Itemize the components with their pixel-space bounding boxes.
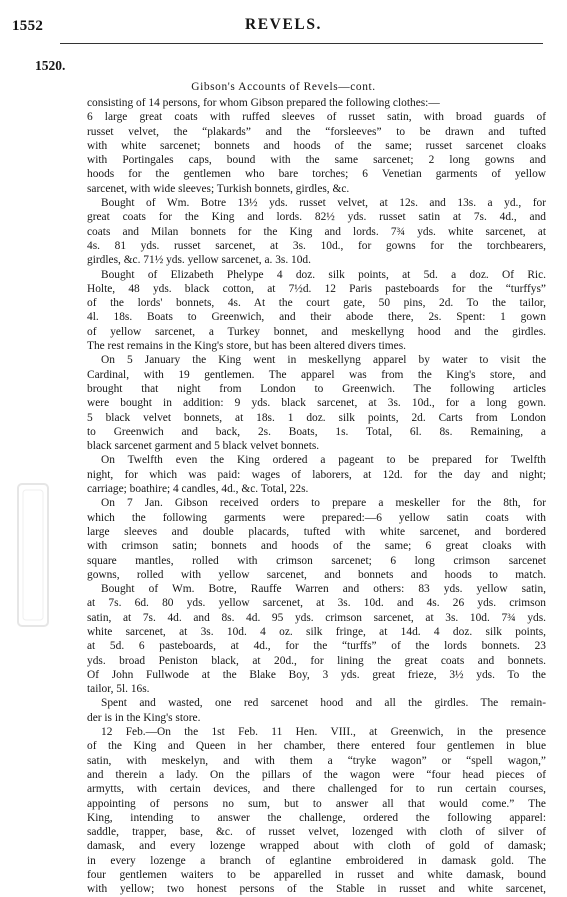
text-line: satin, with meskelyn, and with them a “tryke wagon” or “spell wagon,” (87, 754, 546, 767)
text-line: Bought of Wm. Botre 13½ yds. russet velvet, at 12s. and 13s. a yd., for (101, 197, 546, 210)
text-line: satin, at 7s. 4d. and 8s. 4d. 95 yds. crimson sarcenet, at 3s. 10d. 7¾ yds. (87, 611, 546, 624)
text-line: with crimson satin; bonnets and hoods of the same; 6 great cloaks with (87, 540, 546, 553)
body-text (87, 96, 546, 897)
text-line: four gentlemen waiters to be apparelled in russet and white damask, bound (87, 869, 546, 882)
text-line: On Twelfth even the King ordered a pageant to be prepared for Twelfth (101, 454, 546, 467)
page-number: 1552 (12, 18, 44, 34)
text-line: to Greenwich and back, 2s. Boats, 1s. Total, 6l. 8s. Remaining, a (87, 425, 546, 438)
text-line: black sarcenet garment and 5 black velvet bonnets. (87, 440, 320, 453)
year-margin-note: 1520. (35, 58, 66, 73)
text-line: 12 Feb.—On the 1st Feb. 11 Hen. VIII., at Greenwich, in the presence (101, 726, 546, 739)
text-line: 4l. 18s. Boats to Greenwich, and their abode there, 2s. Spent: 1 gown (87, 311, 546, 324)
text-line: girdles, &c. 71½ yds. yellow sarcenet, a. 3s. 10d. (87, 254, 311, 267)
text-line: Cardinal, with 19 gentlemen. The apparel was from the King's store, and (87, 368, 546, 381)
text-line: The rest remains in the King's store, but has been altered divers times. (87, 340, 407, 353)
text-line: carriage; boathire; 4 candles, 4d., &c. Total, 22s. (87, 483, 309, 496)
text-line: with white sarcenet; bonnets and hoods of the same; russet sarcenet cloaks (87, 139, 546, 152)
text-line: 4s. 81 yds. russet sarcenet, at 3s. 10d., for gowns for the torchbearers, (87, 239, 546, 252)
text-line: Bought of Wm. Botre, Rauffe Warren and others: 83 yds. yellow satin, (101, 583, 546, 596)
text-line: der is in the King's store. (87, 711, 201, 724)
section-subheading: Gibson's Accounts of Revels—cont. (191, 81, 376, 93)
library-stamp-watermark (8, 480, 58, 630)
text-line: Of John Fullwode at the Blake Boy, 3 yds. great frieze, 3½ yds. To the (87, 668, 546, 681)
text-line: of the King and Queen in her chamber, there entered four gentlemen in blue (87, 740, 546, 753)
running-head: REVELS. (244, 16, 323, 33)
text-line: tailor, 5l. 16s. (87, 683, 150, 696)
text-line: On 7 Jan. Gibson received orders to prepare a meskeller for the 8th, for (101, 497, 546, 510)
text-line: Holte, 48 yds. black cotton, at 7½d. 12 Paris pasteboards for the “turffys” (87, 282, 546, 295)
text-line: and therein a lady. On the pillars of the wagon were “four head pieces of (87, 768, 546, 781)
text-line: Bought of Elizabeth Phelype 4 doz. silk points, at 5d. a doz. Of Ric. (101, 268, 546, 281)
text-line: which the following garments were prepared:—6 yellow satin coats with (87, 511, 546, 524)
text-line: 6 large great coats with ruffed sleeves of russet satin, with broad guards of (87, 111, 546, 124)
text-line: saddle, trapper, base, &c. of russet velvet, lozenged with cloth of silver of (87, 826, 546, 839)
text-line: Spent and wasted, one red sarcenet hood and all the girdles. The remain- (101, 697, 546, 710)
text-line: white sarcenet, at 3s. 10d. 4 oz. silk fringe, at 14d. 4 doz. silk points, (87, 625, 546, 638)
text-line: hoods for the gentlemen who bare torches; 6 Venetian garments of yellow (87, 168, 546, 181)
text-line: at 5d. 6 pasteboards, at 4d., for the “turffs” of the lords bonnets. 23 (87, 640, 546, 653)
text-line: with Portingales caps, bound with the same sarcenet; 2 long gowns and (87, 154, 546, 167)
text-line: night, for which was paid: wages of laborers, at 12d. for the day and night; (87, 468, 546, 481)
text-line: with yellow; two honest persons of the Stable in russet and white sarcenet, (87, 883, 546, 896)
header-rule (60, 43, 543, 44)
text-line: consisting of 14 persons, for whom Gibson prepared the following clothes:— (87, 97, 440, 109)
text-line: 5 black velvet bonnets, at 18s. 1 doz. silk points, 2d. Carts from London (87, 411, 546, 424)
text-line: brought that night from London to Greenwich. The following articles (87, 382, 546, 395)
text-line: King, intending to answer the challenge, ordered the following apparel: (87, 811, 546, 824)
text-line: armytts, with certain devices, and there challenged for to run certain courses, (87, 783, 546, 796)
text-line: large sleeves and double placards, tufted with white sarcenet, and bordered (87, 525, 546, 538)
text-line: coats and Milan bonnets for the King and lords. 7¾ yds. white sarcenet, at (87, 225, 546, 238)
text-line: of the lords' bonnets, 4s. At the court gate, 50 pins, 2d. To the tailor, (87, 297, 546, 310)
text-line: of yellow sarcenet, a Turkey bonnet, and meskellyng hood and the girdles. (87, 325, 546, 338)
text-line: great coats for the King and lords. 82½ yds. russet satin at 7s. 4d., and (87, 211, 546, 224)
text-line: sarcenet, with wide sleeves; Turkish bonnets, girdles, &c. (87, 182, 350, 195)
text-line: On 5 January the King went in meskellyng apparel by water to visit the (101, 354, 546, 367)
text-line: russet velvet, the “plakards” and the “forsleeves” to be drawn and tufted (87, 125, 546, 138)
text-line: in every lozenge a branch of eglantine embroidered in damask gold. The (87, 854, 546, 867)
text-line: at 7s. 6d. 80 yds. yellow sarcenet, at 3s. 10d. and 4s. 26 yds. crimson (87, 597, 546, 610)
text-line: were bought in addition: 9 yds. black sarcenet, at 3s. 10d., for a long gown. (87, 397, 546, 410)
text-line: appointing of persons no sum, but to answer all that would come.” The (87, 797, 546, 810)
text-line: square mantles, rolled with crimson sarcenet; 6 long crimson sarcenet (87, 554, 546, 567)
text-line: damask, and every lozenge wrapped about with cloth of gold of damask; (87, 840, 546, 853)
text-line: gowns, rolled with yellow sarcenet, and bonnets and hoods to match. (87, 568, 546, 581)
text-line: yds. broad Peniston black, at 20d., for lining the great coats and bonnets. (87, 654, 546, 667)
